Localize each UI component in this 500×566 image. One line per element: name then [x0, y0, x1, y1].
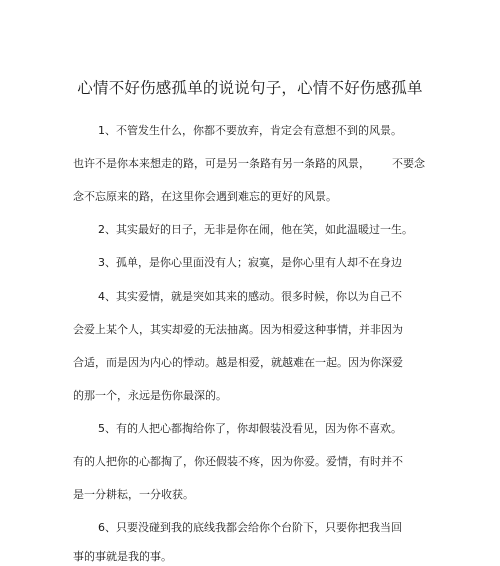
- paragraph-line: 会爱上某个人，其实却爱的无法抽离。因为相爱这种事情，并非因为: [73, 323, 403, 336]
- paragraph-line: 也许不是你本来想走的路，可是另一条路有另一条路的风景，: [73, 157, 370, 170]
- paragraph-line: 事的事就是我的事。: [73, 550, 172, 563]
- paragraph-line: 合适，而是因为内心的悸动。越是相爱，就越难在一起。因为你深爱: [73, 356, 403, 369]
- paragraph-line: 是一分耕耘，一分收获。: [73, 488, 194, 501]
- paragraph-line: 有的人把你的心都掏了，你还假装不疼，因为你爱。爱情，有时并不: [73, 455, 403, 468]
- paragraph-line: 的那一个，永远是伤你最深的。: [73, 389, 227, 402]
- paragraph-line: 6、只要没碰到我的底线我都会给你个台阶下，只要你把我当回: [98, 521, 402, 534]
- paragraph-line: 3、孤单，是你心里面没有人；寂寞，是你心里有人却不在身边: [98, 256, 402, 269]
- document-title: 心情不好伤感孤单的说说句子，心情不好伤感孤单: [77, 79, 423, 97]
- paragraph-line: 5、有的人把心都掏给你了，你却假装没看见，因为你不喜欢。: [98, 422, 402, 435]
- paragraph-line: 1、不管发生什么，你都不要放弃，肯定会有意想不到的风景。: [98, 124, 402, 137]
- paragraph-line: 4、其实爱情，就是突如其来的感动。很多时候，你以为自己不: [98, 290, 402, 303]
- paragraph-line: 2、其实最好的日子，无非是你在闹，他在笑，如此温暖过一生。: [98, 223, 413, 236]
- paragraph-line: 念不忘原来的路，在这里你会遇到难忘的更好的风景。: [73, 190, 337, 203]
- paragraph-line: 不要念: [392, 157, 425, 170]
